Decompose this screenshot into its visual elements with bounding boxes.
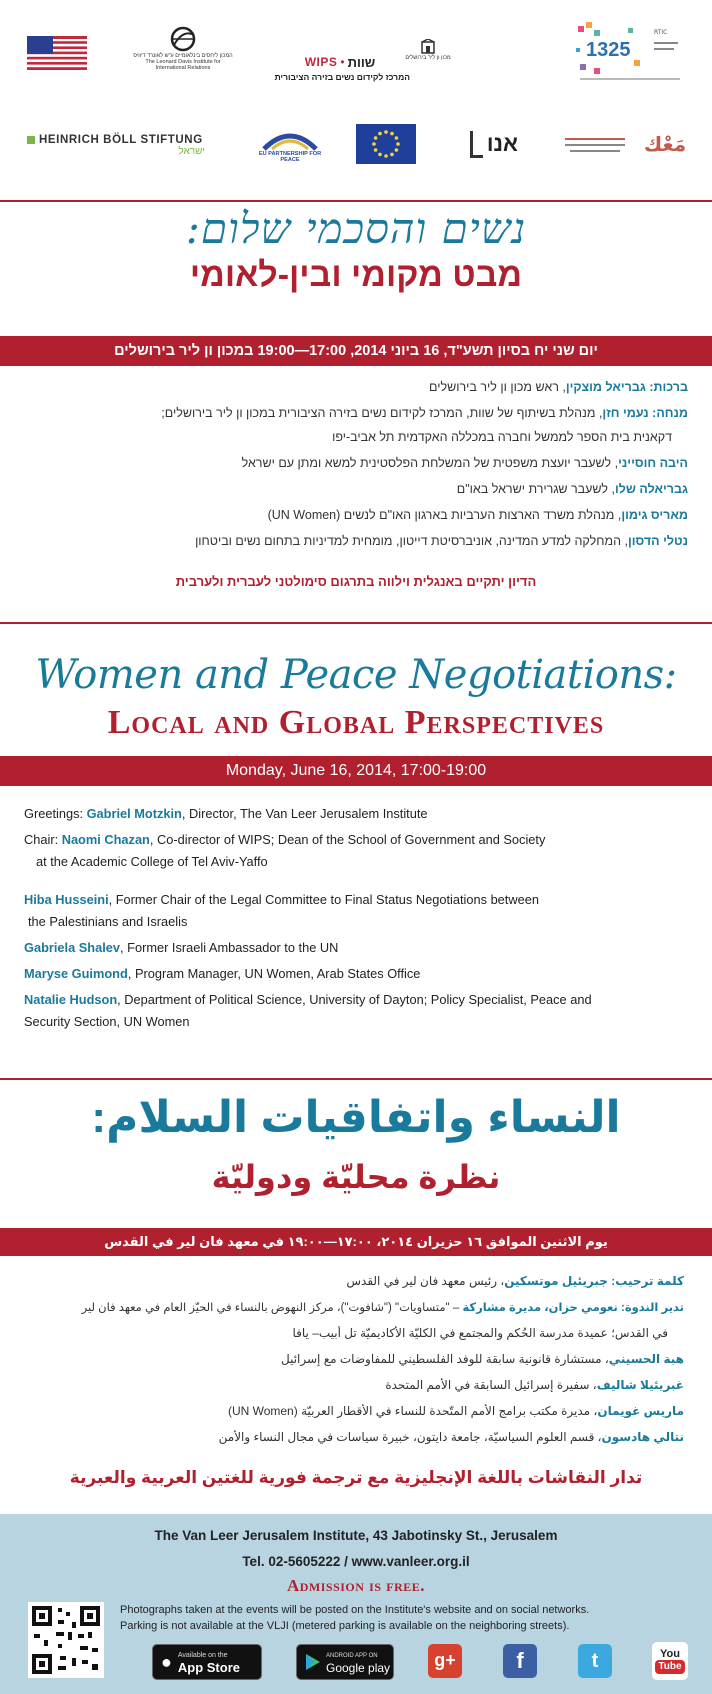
footer-contact[interactable]: Tel. 02-5605222 / www.vanleer.org.il (242, 1554, 470, 1569)
dot-icon: • (340, 55, 345, 69)
vanleer-emblem-icon (420, 39, 436, 55)
qr-code[interactable] (28, 1602, 104, 1678)
english-line-husseini: Hiba Husseini, Former Chair of the Legal Committee to Final Status Negotiations between (24, 892, 539, 907)
res-1325-logo (574, 20, 686, 86)
arabic-title: النساء واتفاقيات السلام: (91, 1093, 621, 1142)
maki-logo: مَعْك (643, 133, 687, 156)
hebrew-title: נשים והסכמי שלום: (185, 204, 527, 253)
coalition-line-1 (565, 138, 625, 140)
hebrew-date-bar: יום שני יח בסיון תשע"ד, 16 ביוני 2014, 17:00—19:00 במכון ון ליר בירושלים (0, 336, 712, 366)
hebrew-translation-note: הדיון יתקיים באנגלית וילווה בתרגום סימולטני לעברית ולערבית (175, 574, 537, 589)
english-line-chair: Chair: Naomi Chazan, Co-director of WIPS; Dean of the School of Government and Society (24, 832, 546, 847)
hebrew-line-greetings: ברכות: גבריאל מוצקין, ראש מכון ון ליר בירושלים (429, 380, 688, 394)
apple-icon: ● (161, 1651, 172, 1672)
english-subtitle: Local and Global Perspectives (107, 704, 605, 741)
english-line-greetings: Greetings: Gabriel Motzkin, Director, The Van Leer Jerusalem Institute (24, 806, 428, 821)
footer-note-2: Parking is not available at the VLJI (metered parking is available on the neighboring streets). (120, 1620, 570, 1632)
anu-logo: אנו (462, 126, 526, 162)
twitter-icon[interactable]: t (578, 1644, 612, 1678)
english-line-shalev: Gabriela Shalev, Former Israeli Ambassador to the UN (24, 940, 339, 955)
english-line-hudson-2: Security Section, UN Women (24, 1014, 190, 1029)
english-date-bar: Monday, June 16, 2014, 17:00-19:00 (0, 756, 712, 786)
hebrew-line-shalev: גבריאלה שלו, לשעבר שגרירת ישראל באו"ם (456, 482, 688, 496)
svg-text:RTIC: RTIC (654, 29, 668, 36)
davis-institute-logo: המכון ליחסים בינלאומיים ע"ש לאונרד דיוויס The Leonard Davis Institute for International Relations (128, 22, 238, 74)
arabic-subtitle: نظرة محليّة ودوليّة (211, 1159, 501, 1195)
arabic-line-chair-2: في القدس؛ عميدة مدرسة الحُكم والمجتمع في الكليّة الأكاديميّة تل أبيب– يافا (292, 1326, 668, 1340)
wips-logo: WIPS • שוות (304, 54, 376, 70)
boll-square-icon (27, 136, 35, 144)
hebrew-line-chair-2: דקאנית בית הספר לממשל וחברה במכללה האקדמית תל אביב-יפו (332, 430, 672, 444)
footer (0, 1514, 712, 1694)
facebook-icon[interactable]: f (503, 1644, 537, 1678)
arabic-line-guimond: ماريس غويمان، مديرة مكتب برامج الأمم المتّحدة للنساء في الأقطار العربيّة (UN Women) (227, 1404, 684, 1418)
footer-note-1: Photographs taken at the events will be posted on the Institute's website and on social networks. (120, 1604, 590, 1616)
arabic-date-bar: يوم الاثنين الموافق ١٦ حزيران ٢٠١٤، ١٧:٠٠—١٩:٠٠ في معهد فان لير في القدس (0, 1228, 712, 1256)
english-title: Women and Peace Negotiations: (35, 652, 677, 698)
eu-stars-icon (356, 124, 416, 164)
english-line-husseini-2: the Palestinians and Israelis (28, 914, 188, 929)
hebrew-line-husseini: היבה חוסייני, לשעבר יועצת משפטית של המשלחת הפלסטינית למשא ומתן עם ישראל (241, 456, 688, 470)
youtube-icon[interactable]: You Tube (652, 1642, 688, 1680)
app-store-button[interactable]: ● Available on the App Store (152, 1644, 262, 1680)
vanleer-logo: מכון ון ליר בירושלים (392, 30, 464, 70)
arabic-line-greetings: كلمة ترحيب: جبريئيل موتسكين، رئيس معهد فان لير في القدس (346, 1274, 684, 1288)
anu-mark-icon (470, 131, 483, 158)
wips-center-text: המרכז לקידום נשים בזירה הציבורית (274, 72, 410, 82)
hebrew-line-guimond: מאריס גימון, מנהלת משרד הארצות הערביות בארגון האו"ם לנשים (UN Women) (267, 508, 688, 522)
google-play-button[interactable]: ANDROID APP ON Google play (296, 1644, 394, 1680)
coalition-line-3 (570, 150, 620, 152)
arabic-line-chair: تدير الندوة: نعومي حزان، مديرة مشاركة – "متساويات" ("شافوت")، مركز النهوض بالنساء في الحيّز العام في معهد فان لير (81, 1302, 684, 1314)
hebrew-subtitle: מבט מקומי ובין-לאומי (189, 256, 523, 294)
english-line-chair-2: at the Academic College of Tel Aviv-Yaffo (36, 854, 268, 869)
arabic-translation-note: تدار النقاشات باللغة الإنجليزية مع ترجمة فورية للغتين العربية والعبرية (69, 1468, 643, 1487)
us-flag-icon (27, 36, 87, 70)
play-triangle-icon (305, 1653, 321, 1671)
eu-flag-logo (356, 124, 416, 164)
boll-logo: HEINRICH BÖLL STIFTUNG ישראל (27, 132, 205, 158)
google-plus-icon[interactable]: g+ (428, 1644, 462, 1678)
footer-address: The Van Leer Jerusalem Institute, 43 Jabotinsky St., Jerusalem (154, 1528, 558, 1543)
svg-text:1325: 1325 (586, 39, 631, 61)
hebrew-line-chair: מנחה: נעמי חזן, מנהלת בשיתוף של שוות, המרכז לקידום נשים בזירה הציבורית במכון ון ליר בירושלים; (161, 406, 688, 420)
divider-arabic-top (0, 1078, 712, 1080)
divider-hebrew-top (0, 200, 712, 202)
arabic-line-shalev: غبريئيلا شاليف، سفيرة إسرائيل السابقة في الأمم المتحدة (385, 1378, 684, 1392)
arabic-line-husseini: هبة الحسيني، مستشارة قانونية سابقة للوفد الفلسطيني للمفاوضات مع إسرائيل (281, 1352, 684, 1366)
hebrew-line-hudson: נטלי הדסון, המחלקה למדע המדינה, אוניברסיטת דייטון, מומחית למדיניות בתחום נשים וביטחון (195, 534, 688, 548)
eu-pfp-logo: EU PARTNERSHIP FOR PEACE (256, 128, 324, 164)
eu-pfp-arc-icon (260, 129, 320, 151)
coalition-logo (560, 132, 630, 158)
globe-icon (168, 25, 198, 53)
arabic-line-hudson: نتالي هادسون، قسم العلوم السياسيّة، جامعة دايتون، خبيرة سياسات في مجال النساء والأمن (218, 1430, 684, 1444)
coalition-line-2 (565, 144, 625, 146)
english-line-hudson: Natalie Hudson, Department of Political Science, University of Dayton; Policy Specialist, Peace and (24, 992, 592, 1007)
qr-code-icon (28, 1602, 104, 1678)
us-flag-logo (27, 36, 87, 70)
res-1325-icon (574, 20, 686, 86)
footer-admission: Admission is free. (286, 1576, 426, 1595)
english-line-guimond: Maryse Guimond, Program Manager, UN Women, Arab States Office (24, 966, 421, 981)
divider-english-top (0, 622, 712, 624)
